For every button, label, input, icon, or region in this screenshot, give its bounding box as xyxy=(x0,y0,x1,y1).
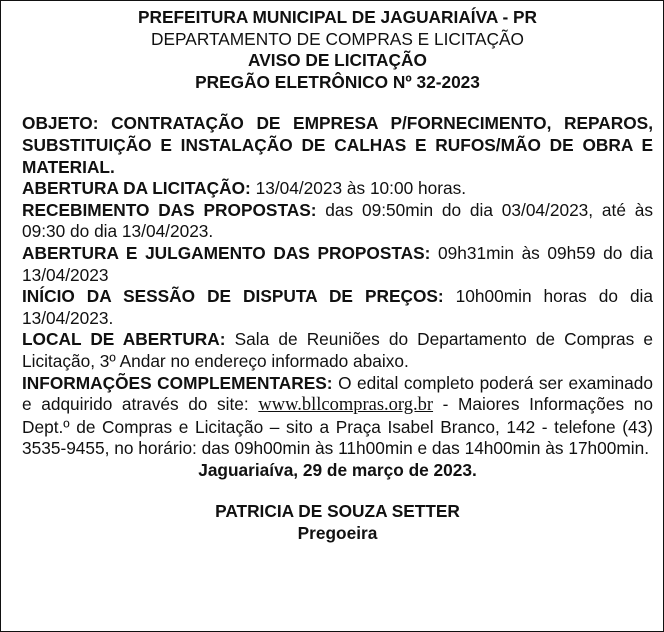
notice-header xyxy=(22,7,653,93)
signature-block xyxy=(22,501,653,544)
info-text-before: O edital completo poderá ser examinado e adquirido através do site: xyxy=(22,372,654,415)
item-label: LOCAL DE ABERTURA: xyxy=(22,329,226,350)
spacer xyxy=(22,93,653,113)
item-dispute-session xyxy=(22,286,653,329)
item-opening-location xyxy=(22,329,653,372)
item-text: 10h00min horas do dia 13/04/2023. xyxy=(22,286,653,328)
item-text: 09h31min às 09h59 do dia 13/04/2023 xyxy=(22,242,653,285)
website-link[interactable]: www.bllcompras.org.br xyxy=(258,395,434,416)
place-date: Jaguariaíva, 29 de março de 2023. xyxy=(198,459,477,480)
object-description: OBJETO: CONTRATAÇÃO DE EMPRESA P/FORNECIMENTO, REPAROS, SUBSTITUIÇÃO E INSTALAÇÃO DE CALHAS E RUFOS/MÃO DE OBRA E MATERIAL. xyxy=(22,113,653,177)
item-text: 13/04/2023 às 10:00 horas. xyxy=(250,178,467,199)
auction-number: PREGÃO ELETRÔNICO Nº 32-2023 xyxy=(195,71,480,92)
signer-role: Pregoeira xyxy=(297,523,378,544)
item-label: ABERTURA DA LICITAÇÃO: xyxy=(22,178,251,199)
department-title: DEPARTAMENTO DE COMPRAS E LICITAÇÃO xyxy=(151,28,524,49)
complementary-info xyxy=(22,373,653,460)
info-label: INFORMAÇÕES COMPLEMENTARES: xyxy=(22,372,333,393)
item-label: ABERTURA E JULGAMENTO DAS PROPOSTAS: xyxy=(22,242,431,263)
spacer xyxy=(22,481,653,501)
item-label: RECEBIMENTO DAS PROPOSTAS: xyxy=(22,199,317,220)
municipality-title: PREFEITURA MUNICIPAL DE JAGUARIAÍVA - PR xyxy=(137,7,538,27)
item-label: INÍCIO DA SESSÃO DE DISPUTA DE PREÇOS: xyxy=(22,286,444,307)
signer-name: PATRICIA DE SOUZA SETTER xyxy=(215,501,460,522)
notice-title: AVISO DE LICITAÇÃO xyxy=(248,50,427,71)
item-opening xyxy=(22,178,653,200)
item-text: Sala de Reuniões do Departamento de Compras e Licitação, 3º Andar no endereço informado abaixo. xyxy=(22,329,653,371)
info-text-after: - Maiores Informações no Dept.º de Compras e Licitação – sito a Praça Isabel Branco, 142 - telefone (43) 3535-9455, no horário: das 09h00min às 11h00min e das 14h00min às 17h00min. xyxy=(22,394,654,459)
item-text: das 09:50min do dia 03/04/2023, até às 09:30 do dia 13/04/2023. xyxy=(22,199,653,242)
item-proposals-judgment xyxy=(22,243,653,286)
item-proposals-receipt xyxy=(22,200,653,243)
